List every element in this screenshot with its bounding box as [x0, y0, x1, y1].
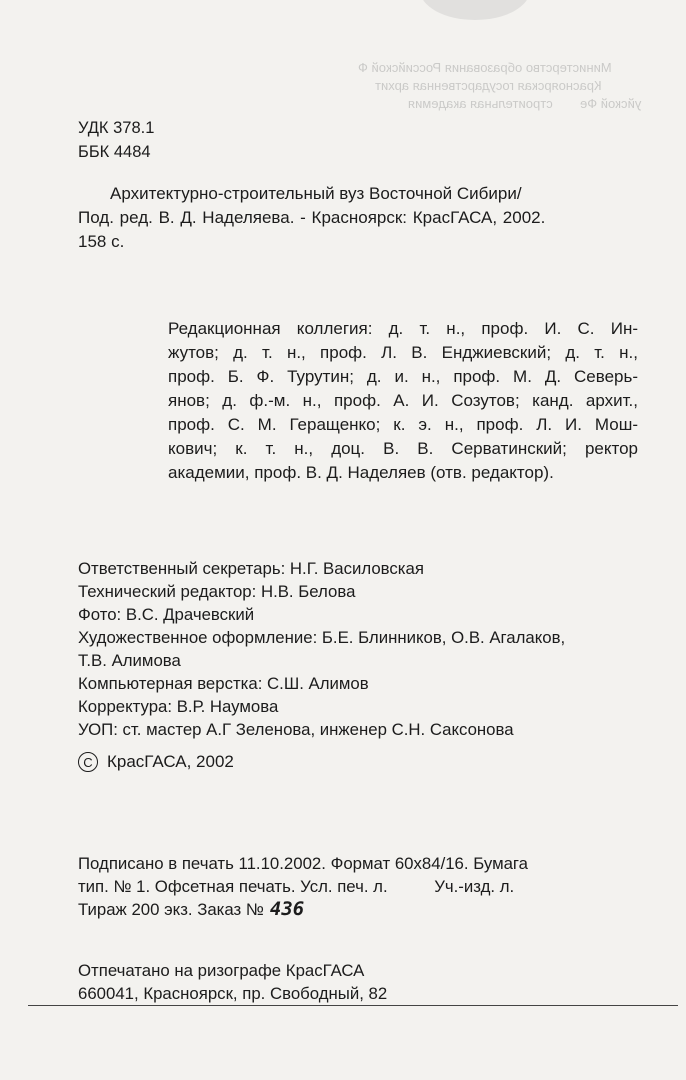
bib-line: 158 с.: [78, 232, 125, 251]
editorial-board-line: кович; к. т. н., доц. В. В. Серватинский; ректор: [168, 439, 638, 458]
credit-line: Компьютерная верстка: С.Ш. Алимов: [78, 674, 369, 693]
bbk-index: ББК 4484: [78, 143, 151, 161]
bottom-rule: [28, 1005, 678, 1006]
credit-line: Ответственный секретарь: Н.Г. Василовская: [78, 559, 424, 578]
editorial-board-line: проф. С. М. Геращенко; к. э. н., проф. Л. И. Мош-: [168, 415, 638, 434]
handwritten-order-number: 436: [269, 898, 305, 920]
bib-line: Под. ред. В. Д. Наделяева. - Красноярск: КрасГАСА, 2002.: [78, 208, 546, 227]
print-run-label: Тираж 200 экз. Заказ №: [78, 900, 264, 919]
bleed-through-text: Красноярская государственная архит: [375, 78, 602, 93]
editorial-board-line: проф. Б. Ф. Турутин; д. и. н., проф. М. Д. Северь-: [168, 367, 638, 386]
editorial-board-line: жутов; д. т. н., проф. Л. В. Енджиевский; д. т. н.,: [168, 343, 638, 362]
credit-line: Корректура: В.Р. Наумова: [78, 697, 279, 716]
imprint-line: тип. № 1. Офсетная печать. Усл. печ. л. Уч.-изд. л.: [78, 877, 515, 896]
copyright-notice: [78, 752, 234, 772]
bib-line: Архитектурно-строительный вуз Восточной Сибири/: [110, 184, 522, 203]
printer-line: Отпечатано на ризографе КрасГАСА: [78, 961, 365, 980]
ink-blot: [420, 0, 530, 20]
editorial-board-line: Редакционная коллегия: д. т. н., проф. И. С. Ин-: [168, 319, 638, 338]
udk-index: УДК 378.1: [78, 119, 155, 137]
editorial-board-line: янов; д. ф.-м. н., проф. А. И. Созутов; канд. архит.,: [168, 391, 638, 410]
printer-line: 660041, Красноярск, пр. Свободный, 82: [78, 984, 388, 1003]
credit-line: УОП: ст. мастер А.Г Зеленова, инженер С.Н. Саксонова: [78, 720, 514, 739]
credit-line: Технический редактор: Н.В. Белова: [78, 582, 356, 601]
imprint-line: Подписано в печать 11.10.2002. Формат 60x84/16. Бумага: [78, 854, 529, 873]
credit-line: Т.В. Алимова: [78, 651, 181, 670]
bleed-through-text: строительная академия: [408, 96, 553, 111]
credit-line: Художественное оформление: Б.Е. Блинников, О.В. Агалаков,: [78, 628, 566, 647]
editorial-board-line: академии, проф. В. Д. Наделяев (отв. редактор).: [168, 463, 554, 482]
copyright-holder: КрасГАСА, 2002: [107, 752, 234, 771]
imprint-line: [78, 899, 304, 920]
bleed-through-text: Министерство образования Российской Ф: [358, 60, 612, 75]
bleed-through-text: уйской Фе: [580, 96, 642, 111]
copyright-icon: С: [78, 752, 98, 772]
credit-line: Фото: В.С. Драчевский: [78, 605, 255, 624]
